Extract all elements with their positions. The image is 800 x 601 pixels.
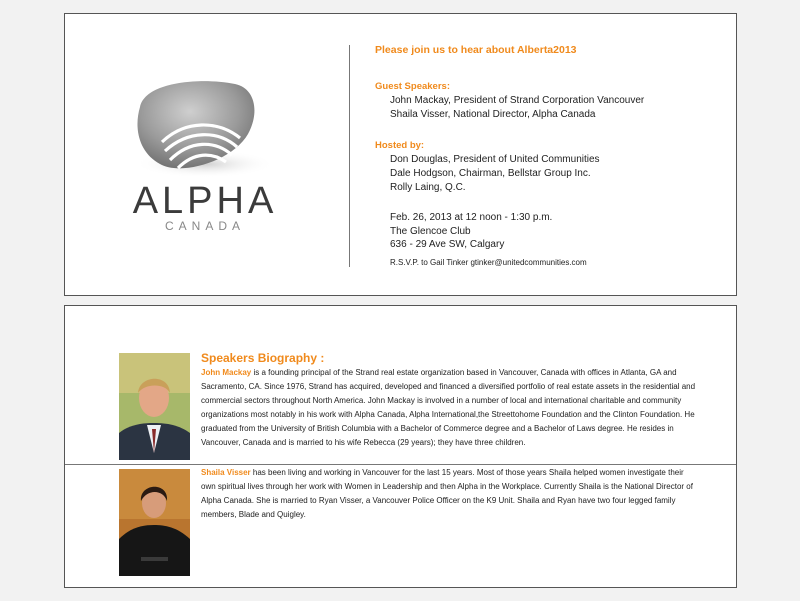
shaila-visser-bio [201,466,696,522]
guest-speaker-line: John Mackay, President of Strand Corporation Vancouver [390,95,645,106]
shaila-visser-photo [119,469,190,576]
event-address: 636 - 29 Ave SW, Calgary [390,239,505,250]
event-date: Feb. 26, 2013 at 12 noon - 1:30 p.m. [390,212,553,223]
logo-subtitle: CANADA [164,219,245,233]
biography-heading: Speakers Biography : [201,351,325,365]
shaila-visser-bio-text: has been living and working in Vancouver for the last 15 years. Most of those years Shaila helped women investigate their own spiritual lives through her work with Women in Leadership and then Alpha in the Workplace. Currently Shaila is the National Director of Alpha Canada. She is married to Ryan Visser, a Vancouver Police Officer on the K9 Unit. Shaila and Ryan have two four legged family members, Blade and Quigley. [201,468,693,519]
john-mackay-photo [119,353,190,460]
stone-icon [110,72,300,182]
host-line: Don Douglas, President of United Communities [390,154,600,165]
john-mackay-bio [201,366,696,450]
event-venue: The Glencoe Club [390,226,471,237]
guest-speaker-line: Shaila Visser, National Director, Alpha Canada [390,109,596,120]
logo-wordmark: ALPHA [132,180,278,222]
shaila-visser-name: Shaila Visser [201,468,251,477]
guest-speakers-label: Guest Speakers: [375,81,450,92]
biography-separator [65,464,736,465]
john-mackay-name: John Mackay [201,368,252,377]
host-line: Rolly Laing, Q.C. [390,182,466,193]
hosted-by-label: Hosted by: [375,140,425,151]
host-line: Dale Hodgson, Chairman, Bellstar Group Inc. [390,168,591,179]
invitation-title: Please join us to hear about Alberta2013 [375,44,577,56]
rsvp-line: R.S.V.P. to Gail Tinker gtinker@unitedcommunities.com [390,258,587,267]
alpha-canada-logo [110,72,300,242]
vertical-divider [349,45,350,267]
john-mackay-bio-text: is a founding principal of the Strand real estate organization based in Vancouver, Canada with offices in Atlanta, GA and Sacramento, CA. Since 1976, Strand has acquired, developed and financed a diversified portfolio of real estate assets in the residential and commercial sectors throughout North America. John Mackay is involved in a number of local and international charitable and community organizations most notably in his work with Alpha Canada, Alpha International,the Streettohome Foundation and the Clinton Foundation. He graduated from the University of British Columbia with a Bachelor of Commerce degree and a Bachelor of Laws degree. He resides in Vancouver, Canada and is married to his wife Rebecca (29 years); they have three children. [201,368,696,447]
